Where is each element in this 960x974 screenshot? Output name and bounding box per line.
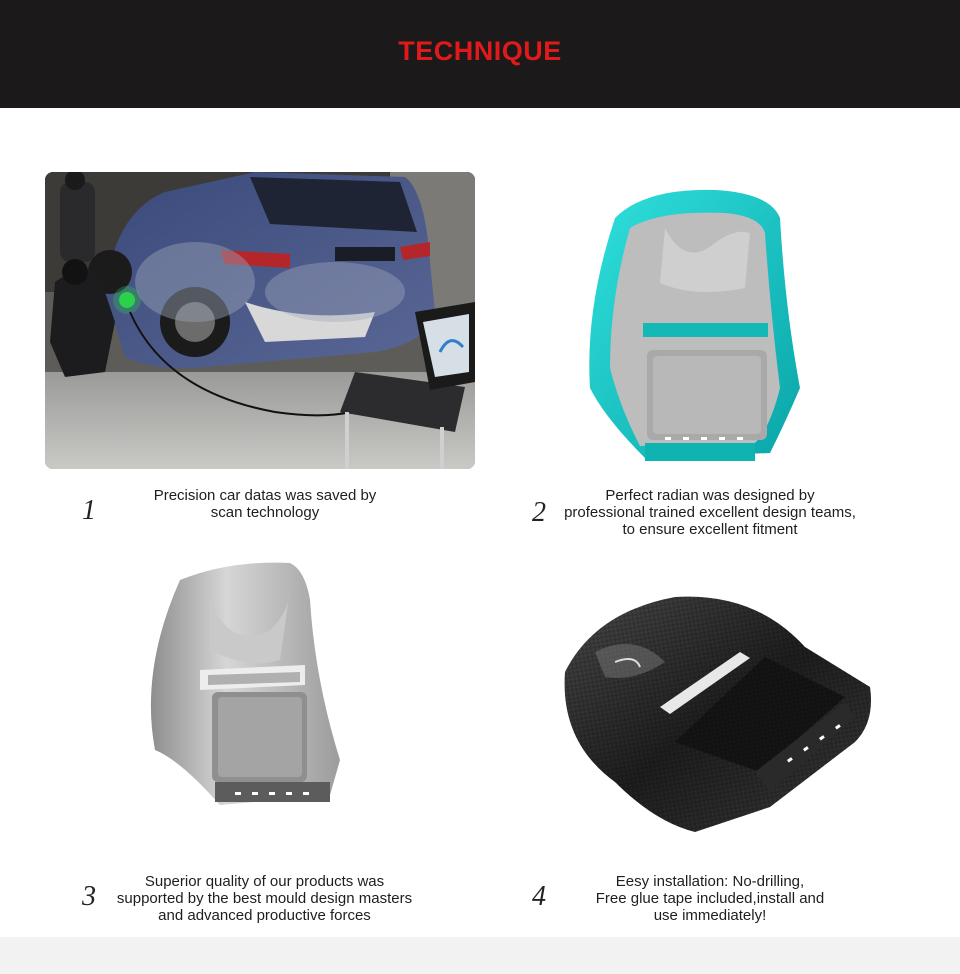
caption-line: Free glue tape included,install and: [595, 890, 825, 907]
scanning-car-photo: [45, 172, 475, 469]
step-number-4: 4: [532, 881, 546, 912]
seat-back-mould-render: [140, 560, 355, 810]
caption-line: scan technology: [210, 504, 320, 521]
step-number-2: 2: [532, 497, 546, 528]
caption-line: Superior quality of our products was: [144, 873, 385, 890]
caption-line: Precision car datas was saved by: [153, 487, 377, 504]
caption-line: Eesy installation: No-drilling,: [615, 873, 805, 890]
step-number-1: 1: [82, 495, 96, 526]
caption-line: and advanced productive forces: [158, 907, 371, 924]
caption-line: professional trained excellent design teams,: [564, 504, 856, 521]
step-3-caption: [92, 873, 437, 924]
step-4-caption: [560, 873, 860, 924]
step-1-caption: [105, 487, 425, 521]
header-banner: [0, 0, 960, 108]
footer-band: [0, 937, 960, 974]
caption-line: Perfect radian was designed by: [605, 487, 815, 504]
carbon-fiber-seat-back-photo: [555, 592, 875, 832]
page-title: TECHNIQUE: [398, 36, 562, 66]
step-2-caption: [540, 487, 880, 538]
caption-line: supported by the best mould design masters: [116, 890, 413, 907]
caption-line: use immediately!: [653, 907, 767, 924]
seat-back-scan-render: [585, 188, 810, 468]
caption-line: to ensure excellent fitment: [622, 521, 798, 538]
step-number-3: 3: [82, 881, 96, 912]
